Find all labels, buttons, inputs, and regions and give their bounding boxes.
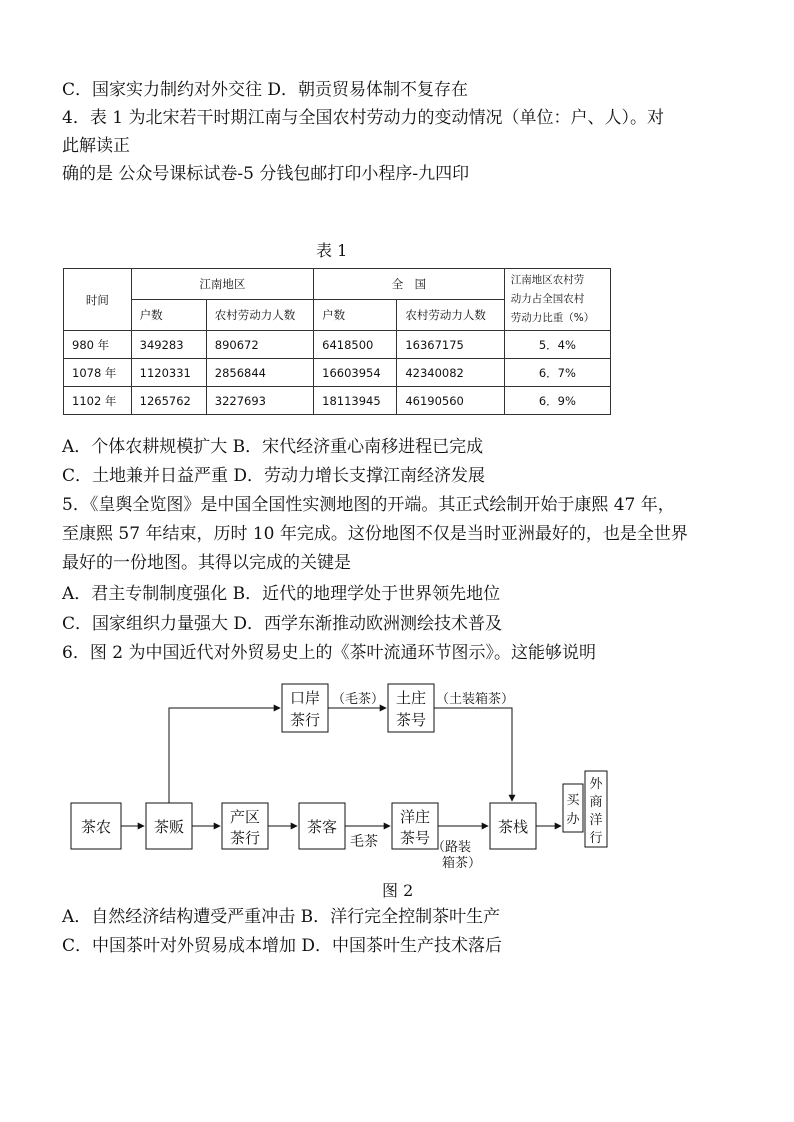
label-vendor: 茶贩 [153, 818, 185, 836]
label-foreign-4: 行 [589, 831, 603, 846]
label-yangzhuang-1: 洋庄 [399, 808, 431, 826]
label-origin-2: 茶行 [229, 829, 261, 847]
table-subheader-labor: 农村劳动力人数 [206, 300, 313, 331]
table-header-national: 全 国 [314, 269, 505, 300]
table-row: 980 年 349283 890672 6418500 16367175 5．4% [64, 331, 611, 359]
label-yangzhuang-2: 茶号 [399, 829, 431, 847]
q4-stem-line2: 此解读正 [62, 136, 130, 156]
label-warehouse: 茶栈 [497, 818, 529, 836]
edge-label-road-box-1: （路装 [432, 840, 472, 855]
table-row: 1102 年 1265762 3227693 18113945 46190560 6．9% [64, 387, 611, 415]
label-port-1: 口岸 [289, 689, 321, 707]
q4-stem-line3: 确的是 公众号课标试卷-5 分钱包邮打印小程序-九四印 [62, 164, 470, 184]
q5-stem-line1: 5．《皇舆全览图》是中国全国性实测地图的开端。其正式绘制开始于康熙 47 年， [62, 495, 675, 515]
table-subheader-households: 户数 [131, 300, 206, 331]
table1-caption: 表 1 [316, 241, 348, 260]
label-port-2: 茶行 [289, 711, 321, 729]
q6-options-cd: C．中国茶叶对外贸易成本增加 D．中国茶叶生产技术落后 [62, 936, 503, 956]
table-header-jiangnan: 江南地区 [131, 269, 314, 300]
edge-label-box-tea: （土装箱茶） [436, 692, 515, 707]
q5-stem-line2: 至康熙 57 年结束，历时 10 年完成。这份地图不仅是当时亚洲最好的，也是全世界 [62, 524, 688, 544]
q4-stem-line1: 4．表 1 为北宋若干时期江南与全国农村劳动力的变动情况（单位：户、人）。对 [62, 108, 664, 128]
q6-stem: 6．图 2 为中国近代对外贸易史上的《茶叶流通环节图示》。这能够说明 [62, 643, 596, 663]
table-header-time: 时间 [64, 269, 132, 331]
q4-options-ab: A．个体农耕规模扩大 B．宋代经济重心南移进程已完成 [62, 437, 484, 457]
edge-label-road-box-2: 箱茶） [442, 856, 482, 871]
label-foreign-3: 洋 [589, 813, 603, 828]
figure2-caption: 图 2 [382, 881, 414, 900]
table-subheader-households: 户数 [314, 300, 397, 331]
edge-label-raw-tea-mid: 毛茶 [350, 834, 378, 850]
edge-label-raw-tea-top: （毛茶） [332, 692, 385, 707]
label-comprador-2: 办 [566, 812, 580, 827]
label-merchant: 茶客 [306, 818, 338, 836]
q4-options-cd: C．土地兼并日益严重 D．劳动力增长支撑江南经济发展 [62, 466, 486, 486]
label-farmer: 茶农 [80, 818, 112, 836]
label-comprador-1: 买 [566, 793, 580, 808]
label-tuzhuang-1: 土庄 [395, 689, 427, 707]
q5-options-ab: A．君主专制制度强化 B．近代的地理学处于世界领先地位 [62, 584, 501, 604]
table-1 [63, 268, 611, 415]
tea-circulation-diagram [66, 681, 626, 871]
label-tuzhuang-2: 茶号 [395, 711, 427, 729]
label-origin-1: 产区 [229, 808, 261, 826]
q6-options-ab: A．自然经济结构遭受严重冲击 B．洋行完全控制茶叶生产 [62, 907, 501, 927]
label-foreign-1: 外 [589, 777, 603, 792]
table-row: 1078 年 1120331 2856844 16603954 42340082 6．7% [64, 359, 611, 387]
q3-options: C．国家实力制约对外交往 D．朝贡贸易体制不复存在 [62, 80, 469, 100]
label-foreign-2: 商 [589, 795, 603, 810]
q5-options-cd: C．国家组织力量强大 D．西学东渐推动欧洲测绘技术普及 [62, 614, 503, 634]
table-subheader-labor: 农村劳动力人数 [397, 300, 504, 331]
q5-stem-line3: 最好的一份地图。其得以完成的关键是 [62, 553, 351, 573]
table-header-ratio: 江南地区农村劳 动力占全国农村 劳动力比重（%） [504, 269, 610, 331]
